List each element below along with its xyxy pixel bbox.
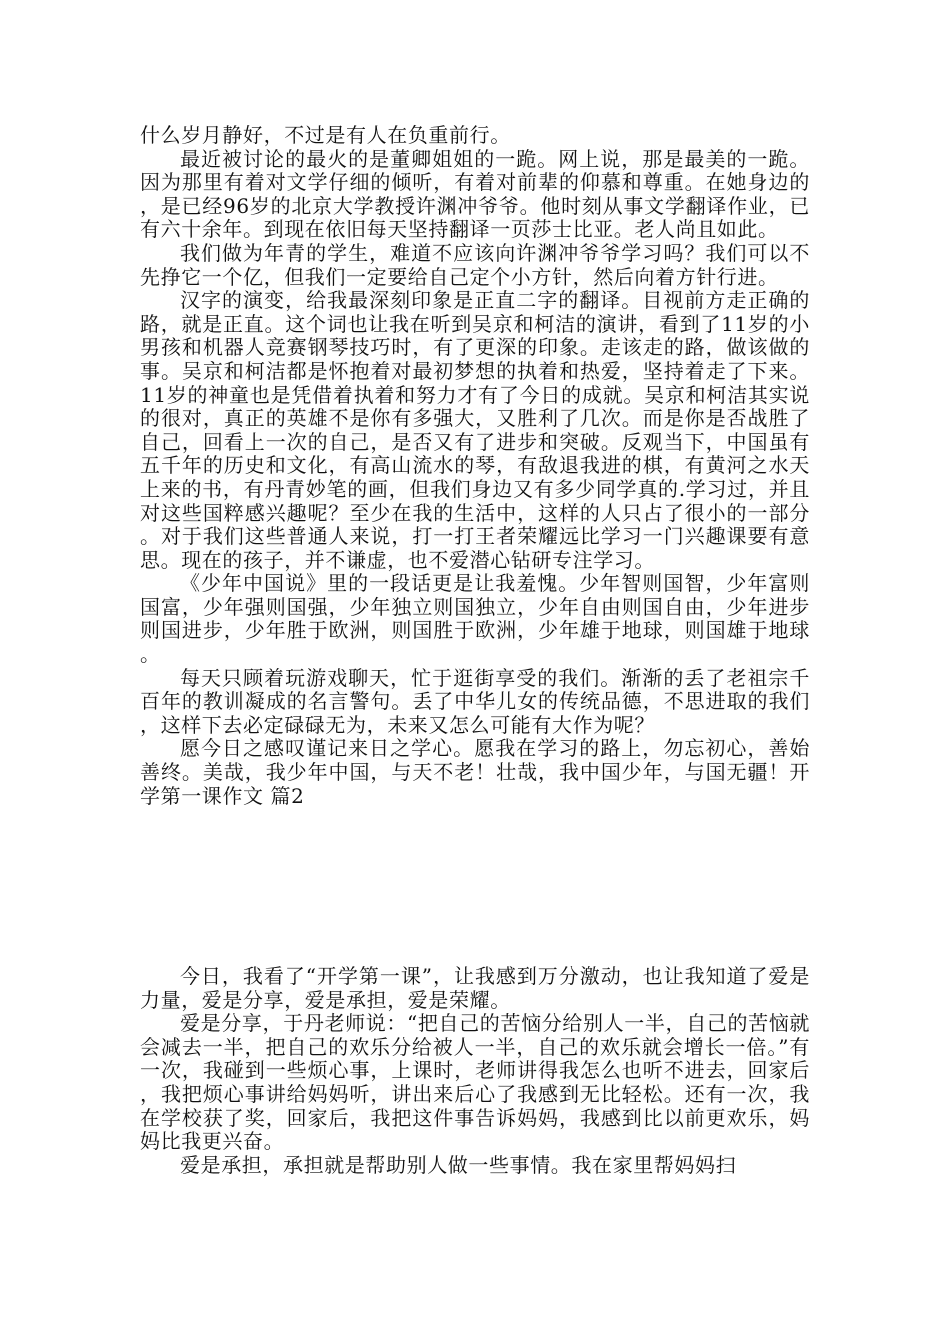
paragraph: 什么岁月静好，不过是有人在负重前行。 [140, 123, 511, 147]
paragraph: 最近被讨论的最火的是董卿姐姐的一跪。网上说，那是最美的一跪。因为那里有着对文学仔细的倾听，有着对前辈的仰慕和尊重。在她身边的，是已经96岁的北京大学教授许渊冲爷爷。他时刻从事文学翻译作业，已有六十余年。到现在依旧每天坚持翻译一页莎士比亚。老人尚且如此。 [140, 146, 810, 242]
paragraph: 愿今日之感叹谨记来日之学心。愿我在学习的路上，勿忘初心，善始善终。美哉，我少年中国，与天不老！壮哉，我中国少年，与国无疆！开学第一课作文 篇2 [140, 736, 810, 808]
paragraph: 爱是分享，于丹老师说：“把自己的苦恼分给别人一半，自己的苦恼就会减去一半，把自己的欢乐分给被人一半，自己的欢乐就会增长一倍。”有一次，我碰到一些烦心事，上课时，老师讲得我怎么也听不进去，回家后，我把烦心事讲给妈妈听，讲出来后心了我感到无比轻松。还有一次，我在学校获了奖，回家后，我把这件事告诉妈妈，我感到比以前更欢乐，妈妈比我更兴奋。 [140, 1011, 810, 1154]
paragraph: 汉字的演变，给我最深刻印象是正直二字的翻译。目视前方走正确的路，就是正直。这个词也让我在听到吴京和柯洁的演讲，看到了11岁的小男孩和机器人竞赛钢琴技巧时，有了更深的印象。走该走的路，做该做的事。吴京和柯洁都是怀抱着对最初梦想的执着和热爱，坚持着走了下来。11岁的神童也是凭借着执着和努力才有了今日的成就。吴京和柯洁其实说的很对，真正的英雄不是你有多强大，又胜利了几次。而是你是否战胜了自己，回看上一次的自己，是否又有了进步和突破。反观当下，中国虽有五千年的历史和文化，有高山流水的琴，有敌退我进的棋，有黄河之水天上来的书，有丹青妙笔的画，但我们身边又有多少同学真的.学习过，并且对这些国粹感兴趣呢？至少在我的生活中，这样的人只占了很小的一部分。对于我们这些普通人来说，打一打王者荣耀远比学习一门兴趣课要有意思。现在的孩子，并不谦虚，也不爱潜心钻研专注学习。 [140, 288, 810, 572]
paragraph: 《少年中国说》里的一段话更是让我羞愧。少年智则国智，少年富则国富，少年强则国强，少年独立则国独立，少年自由则国自由，少年进步则国进步，少年胜于欧洲，则国胜于欧洲，少年雄于地球，则国雄于地球。 [140, 571, 810, 667]
paragraph: 每天只顾着玩游戏聊天，忙于逛街享受的我们。渐渐的丢了老祖宗千百年的教训凝成的名言警句。丢了中华儿女的传统品德，不思进取的我们，这样下去必定碌碌无为，未来又怎么可能有大作为呢？ [140, 665, 810, 737]
paragraph: 我们做为年青的学生，难道不应该向许渊冲爷爷学习吗？我们可以不先挣它一个亿，但我们一定要给自己定个小方针，然后向着方针行进。 [140, 240, 810, 289]
essay-section-1 [140, 124, 810, 808]
paragraph: 爱是承担，承担就是帮助别人做一些事情。我在家里帮妈妈扫 [180, 1152, 737, 1177]
essay-section-2 [140, 965, 810, 1177]
paragraph: 今日，我看了“开学第一课”，让我感到万分激动，也让我知道了爱是力量，爱是分享，爱是承担，爱是荣耀。 [140, 964, 810, 1012]
